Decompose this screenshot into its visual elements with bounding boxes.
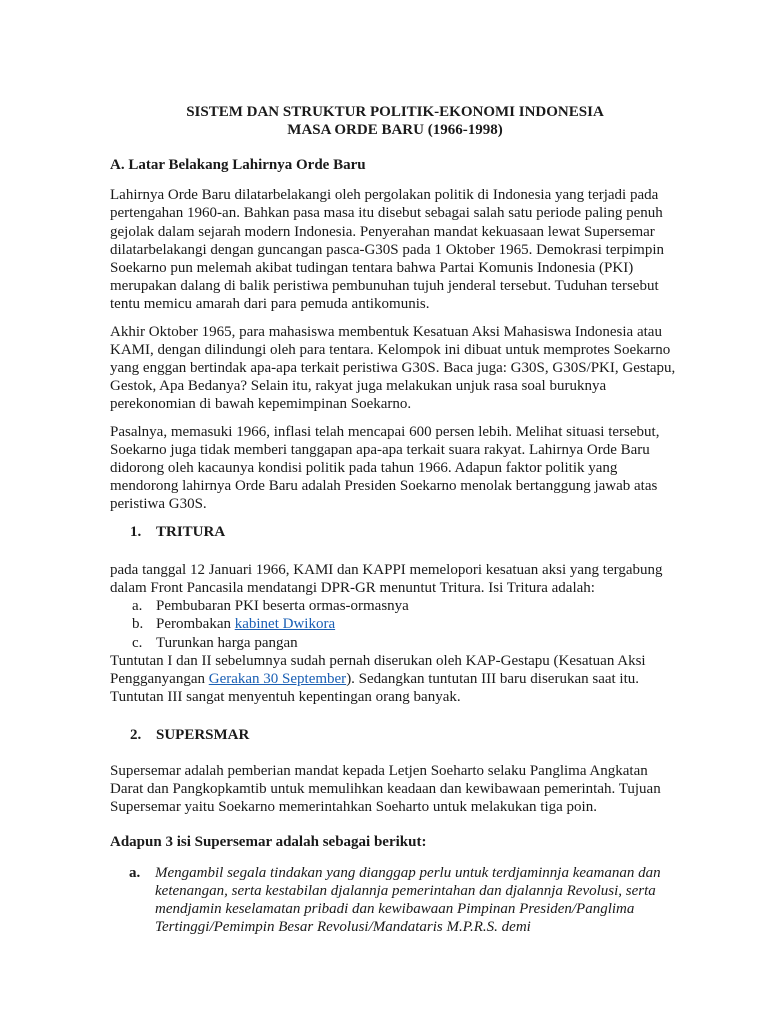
supersmar-title: SUPERSMAR bbox=[156, 727, 250, 744]
tritura-title: TRITURA bbox=[156, 523, 226, 540]
supersmar-item-a-text: Mengambil segala tindakan yang dianggap perlu untuk terdjaminnja keamanan dan ketenangan, serta kestabilan djalannja pemerintahan dan djalannja Revolusi, serta mendjamin keselamatan pribadi dan kewibawaan Pimpinan Presiden/Panglima Tertinggi/Pemimpin Besar Revolusi/Mandataris M.P.R.S. demi bbox=[155, 864, 661, 936]
supersmar-list-heading: Adapun 3 isi Supersemar adalah sebagai berikut: bbox=[110, 834, 427, 851]
supersmar-heading bbox=[130, 726, 680, 744]
supersmar-item-a bbox=[129, 864, 680, 937]
section-a-heading: A. Latar Belakang Lahirnya Orde Baru bbox=[110, 157, 366, 173]
tritura-list bbox=[110, 597, 680, 652]
title-line-1: SISTEM DAN STRUKTUR POLITIK-EKONOMI INDONESIA bbox=[186, 104, 604, 120]
tritura-item-b-letter: b. bbox=[132, 616, 144, 633]
tritura-after-post: ). Sedangkan tuntutan III baru diserukan saat itu. Tuntutan III sangat menyentuh kepentingan orang banyak. bbox=[110, 671, 640, 706]
tritura-item-b-text: Perombakan bbox=[156, 616, 235, 633]
tritura-item-c bbox=[132, 634, 680, 652]
tritura-after-pre: Tuntutan I dan II sebelumnya sudah pernah diserukan oleh KAP-Gestapu (Kesatuan Aksi Pengganyangan bbox=[110, 652, 646, 688]
title-line-2: MASA ORDE BARU (1966-1998) bbox=[287, 122, 503, 138]
kabinet-dwikora-link[interactable]: kabinet Dwikora bbox=[234, 616, 336, 633]
section-a-paragraph-2: Akhir Oktober 1965, para mahasiswa membentuk Kesatuan Aksi Mahasiswa Indonesia atau KAMI, dengan dilindungi oleh para tentara. Kelompok ini dibuat untuk memprotes Soekarno yang enggan bertindak apa-apa terkait peristiwa G30S. Baca juga: G30S, G30S/PKI, Gestapu, Gestok, Apa Bedanya? Selain itu, rakyat juga melakukan unjuk rasa soal buruknya perekonomian di bawah kepemimpinan Soekarno. bbox=[110, 323, 676, 413]
tritura-after-paragraph bbox=[110, 652, 680, 707]
tritura-item-b bbox=[132, 615, 680, 633]
tritura-item-a-letter: a. bbox=[132, 598, 143, 615]
tritura-intro: pada tanggal 12 Januari 1966, KAMI dan KAPPI memelopori kesatuan aksi yang tergabung dalam Front Pancasila mendatangi DPR-GR menuntut Tritura. Isi Tritura adalah: bbox=[110, 561, 663, 597]
document-title bbox=[110, 103, 680, 139]
supersmar-paragraph: Supersemar adalah pemberian mandat kepada Letjen Soeharto selaku Panglima Angkatan Darat dan Pangkopkamtib untuk memulihkan keadaan dan kewibawaan pemerintah. Tujuan Supersemar yaitu Soekarno memerintahkan Soeharto untuk melakukan tiga poin. bbox=[110, 762, 661, 816]
section-a-paragraph-3: Pasalnya, memasuki 1966, inflasi telah mencapai 600 persen lebih. Melihat situasi tersebut, Soekarno juga tidak memberi tanggapan apa-apa terkait suara rakyat. Lahirnya Orde Baru didorong oleh kacaunya kondisi politik pada tahun 1966. Adapun faktor politik yang mendorong lahirnya Orde Baru adalah Presiden Soekarno menolak bertanggung jawab atas peristiwa G30S. bbox=[110, 423, 660, 513]
supersmar-item-a-letter: a. bbox=[129, 864, 141, 881]
document-content bbox=[110, 103, 680, 936]
section-a-paragraph-1: Lahirnya Orde Baru dilatarbelakangi oleh pergolakan politik di Indonesia yang terjadi pada pertengahan 1960-an. Bahkan pasa masa itu disebut sebagai salah satu periode paling penuh gejolak dalam sejarah modern Indonesia. Penyerahan mandat kekuasaan lewat Supersemar dilatarbelakangi dengan guncangan pasca-G30S pada 1 Oktober 1965. Demokrasi terpimpin Soekarno pun melemah akibat tudingan tentara bahwa Partai Komunis Indonesia (PKI) merupakan dalang di balik peristiwa pembunuhan tujuh jenderal tersebut. Tuduhan tersebut tentu memicu amarah dari para pemuda antikomunis. bbox=[110, 187, 664, 313]
tritura-heading bbox=[130, 523, 680, 541]
supersmar-number: 2. bbox=[130, 727, 142, 744]
tritura-item-a-text: Pembubaran PKI beserta ormas-ormasnya bbox=[156, 598, 409, 615]
tritura-item-c-letter: c. bbox=[132, 634, 143, 651]
tritura-number: 1. bbox=[130, 523, 142, 540]
gerakan-30-september-link[interactable]: Gerakan 30 September bbox=[208, 671, 347, 688]
tritura-item-c-text: Turunkan harga pangan bbox=[156, 634, 298, 651]
tritura-item-a bbox=[132, 597, 680, 615]
